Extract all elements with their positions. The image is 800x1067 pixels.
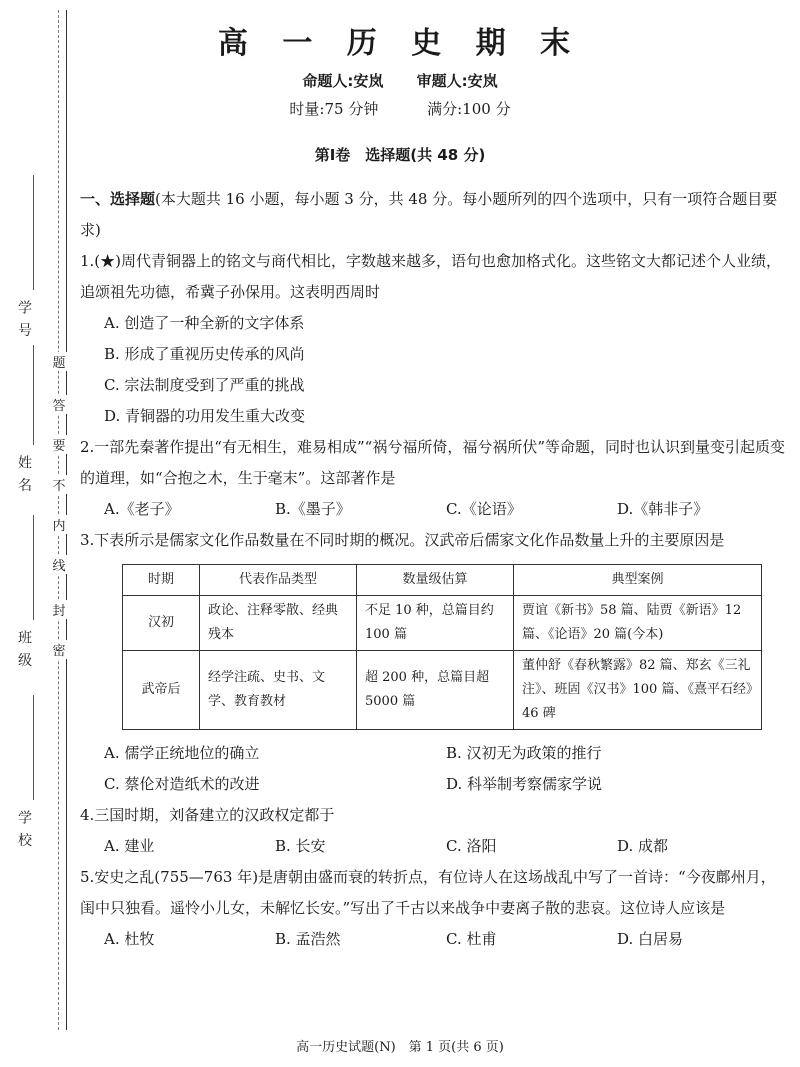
table-header-row xyxy=(123,565,762,596)
table-header: 代表作品类型 xyxy=(200,565,357,596)
question-option: D. 成都 xyxy=(617,837,669,855)
author: 命题人:安岚 xyxy=(302,72,384,90)
total-score: 满分:100 分 xyxy=(427,100,511,118)
question-option: D. 青铜器的功用发生重大改变 xyxy=(104,407,306,425)
question-option: B. 汉初无为政策的推行 xyxy=(446,744,602,762)
table-header: 数量级估算 xyxy=(357,565,514,596)
question-stem: 5.安史之乱(755—763 年)是唐朝由盛而衰的转折点，有位诗人在这场战乱中写了一首诗：“今夜鄜州月，闺中只独看。遥怜小儿女，未解忆长安。”写出了千古以来战争中妻离子散的悲哀。这位诗人应该是 xyxy=(80,868,776,917)
class-fill-line xyxy=(33,515,34,620)
question-option: C. 洛阳 xyxy=(446,837,497,855)
question-option: C. 宗法制度受到了严重的挑战 xyxy=(104,376,305,394)
table-header: 时期 xyxy=(123,565,200,596)
exam-title: 高 一 历 史 期 末 xyxy=(217,26,583,61)
seal-char: 内 xyxy=(50,515,68,534)
seal-char: 密 xyxy=(50,640,68,659)
question-stem: 4.三国时期，刘备建立的汉政权定都于 xyxy=(80,806,335,824)
time-limit: 时量:75 分钟 xyxy=(289,100,379,118)
school-label: 学 校 xyxy=(16,810,32,849)
seal-char: 题 xyxy=(50,352,68,371)
exam-meta xyxy=(0,98,800,119)
question-stem: 1.(★)周代青铜器上的铭文与商代相比，字数越来越多，语句也愈加格式化。这些铭文大都记述个人业绩，追颂祖先功德，希冀子孙保用。这表明西周时 xyxy=(80,252,782,301)
table-row xyxy=(123,596,762,651)
question-option: A. 建业 xyxy=(104,837,155,855)
question-option: A. 杜牧 xyxy=(104,930,155,948)
question-options xyxy=(80,769,788,800)
question-option: B. 形成了重视历史传承的风尚 xyxy=(104,345,305,363)
seal-char: 答 xyxy=(50,395,68,414)
question-option: A. 创造了一种全新的文字体系 xyxy=(104,314,305,332)
class-label: 班 级 xyxy=(16,630,32,669)
instructions-text: (本大题共 16 小题，每小题 3 分，共 48 分。每小题所列的四个选项中，只有一项符合题目要求) xyxy=(80,190,778,239)
name-label: 姓 名 xyxy=(16,455,32,494)
question-option: D. 白居易 xyxy=(617,930,684,948)
history-table xyxy=(122,564,762,730)
question-option: B. 长安 xyxy=(275,837,326,855)
question-options xyxy=(80,924,788,955)
table-cell: 经学注疏、史书、文学、教育教材 xyxy=(200,651,357,730)
seal-char: 要 xyxy=(50,435,68,454)
table-row xyxy=(123,651,762,730)
table-cell: 不足 10 种，总篇目约 100 篇 xyxy=(357,596,514,651)
question-option: C.《论语》 xyxy=(446,500,522,518)
question-stem: 3.下表所示是儒家文化作品数量在不同时期的概况。汉武帝后儒家文化作品数量上升的主要原因是 xyxy=(80,531,725,549)
question-options xyxy=(80,738,788,769)
section-title: 第Ⅰ卷 选择题(共 48 分) xyxy=(314,146,486,164)
table-cell: 政论、注释零散、经典残本 xyxy=(200,596,357,651)
question-area xyxy=(80,184,788,955)
question-option: D. 科举制考察儒家学说 xyxy=(446,775,603,793)
table-cell: 武帝后 xyxy=(123,651,200,730)
reviewer: 审题人:安岚 xyxy=(416,72,498,90)
part-heading: 一、选择题 xyxy=(80,190,156,208)
seal-char: 不 xyxy=(50,475,68,494)
instructions xyxy=(80,184,788,246)
table-cell: 董仲舒《春秋繁露》82 篇、郑玄《三礼注》、班固《汉书》100 篇、《熹平石经》46 碑 xyxy=(514,651,762,730)
question-stem: 2.一部先秦著作提出“有无相生，难易相成”“祸兮福所倚，福兮祸所伏”等命题，同时也认识到量变引起质变的道理，如“合抱之木，生于毫末”。这部著作是 xyxy=(80,438,785,487)
question-option: C. 蔡伦对造纸术的改进 xyxy=(104,775,260,793)
question-option: A.《老子》 xyxy=(104,500,180,518)
question-option: B. 孟浩然 xyxy=(275,930,341,948)
table-cell: 超 200 种，总篇目超 5000 篇 xyxy=(357,651,514,730)
question-option: B.《墨子》 xyxy=(275,500,351,518)
name-fill-line xyxy=(33,345,34,445)
seal-char: 封 xyxy=(50,600,68,619)
student-id-fill-line xyxy=(33,175,34,290)
table-cell: 贾谊《新书》58 篇、陆贾《新语》12 篇、《论语》20 篇(今本) xyxy=(514,596,762,651)
author-line xyxy=(0,70,800,91)
school-fill-line xyxy=(33,695,34,800)
question-option: C. 杜甫 xyxy=(446,930,497,948)
question-options xyxy=(80,494,788,525)
page-footer: 高一历史试题(N) 第 1 页(共 6 页) xyxy=(296,1040,504,1055)
table-cell: 汉初 xyxy=(123,596,200,651)
question-option: D.《韩非子》 xyxy=(617,500,709,518)
student-id-label: 学 号 xyxy=(16,300,32,339)
table-header: 典型案例 xyxy=(514,565,762,596)
seal-char: 线 xyxy=(50,555,68,574)
question-options xyxy=(80,831,788,862)
question-option: A. 儒学正统地位的确立 xyxy=(104,744,260,762)
